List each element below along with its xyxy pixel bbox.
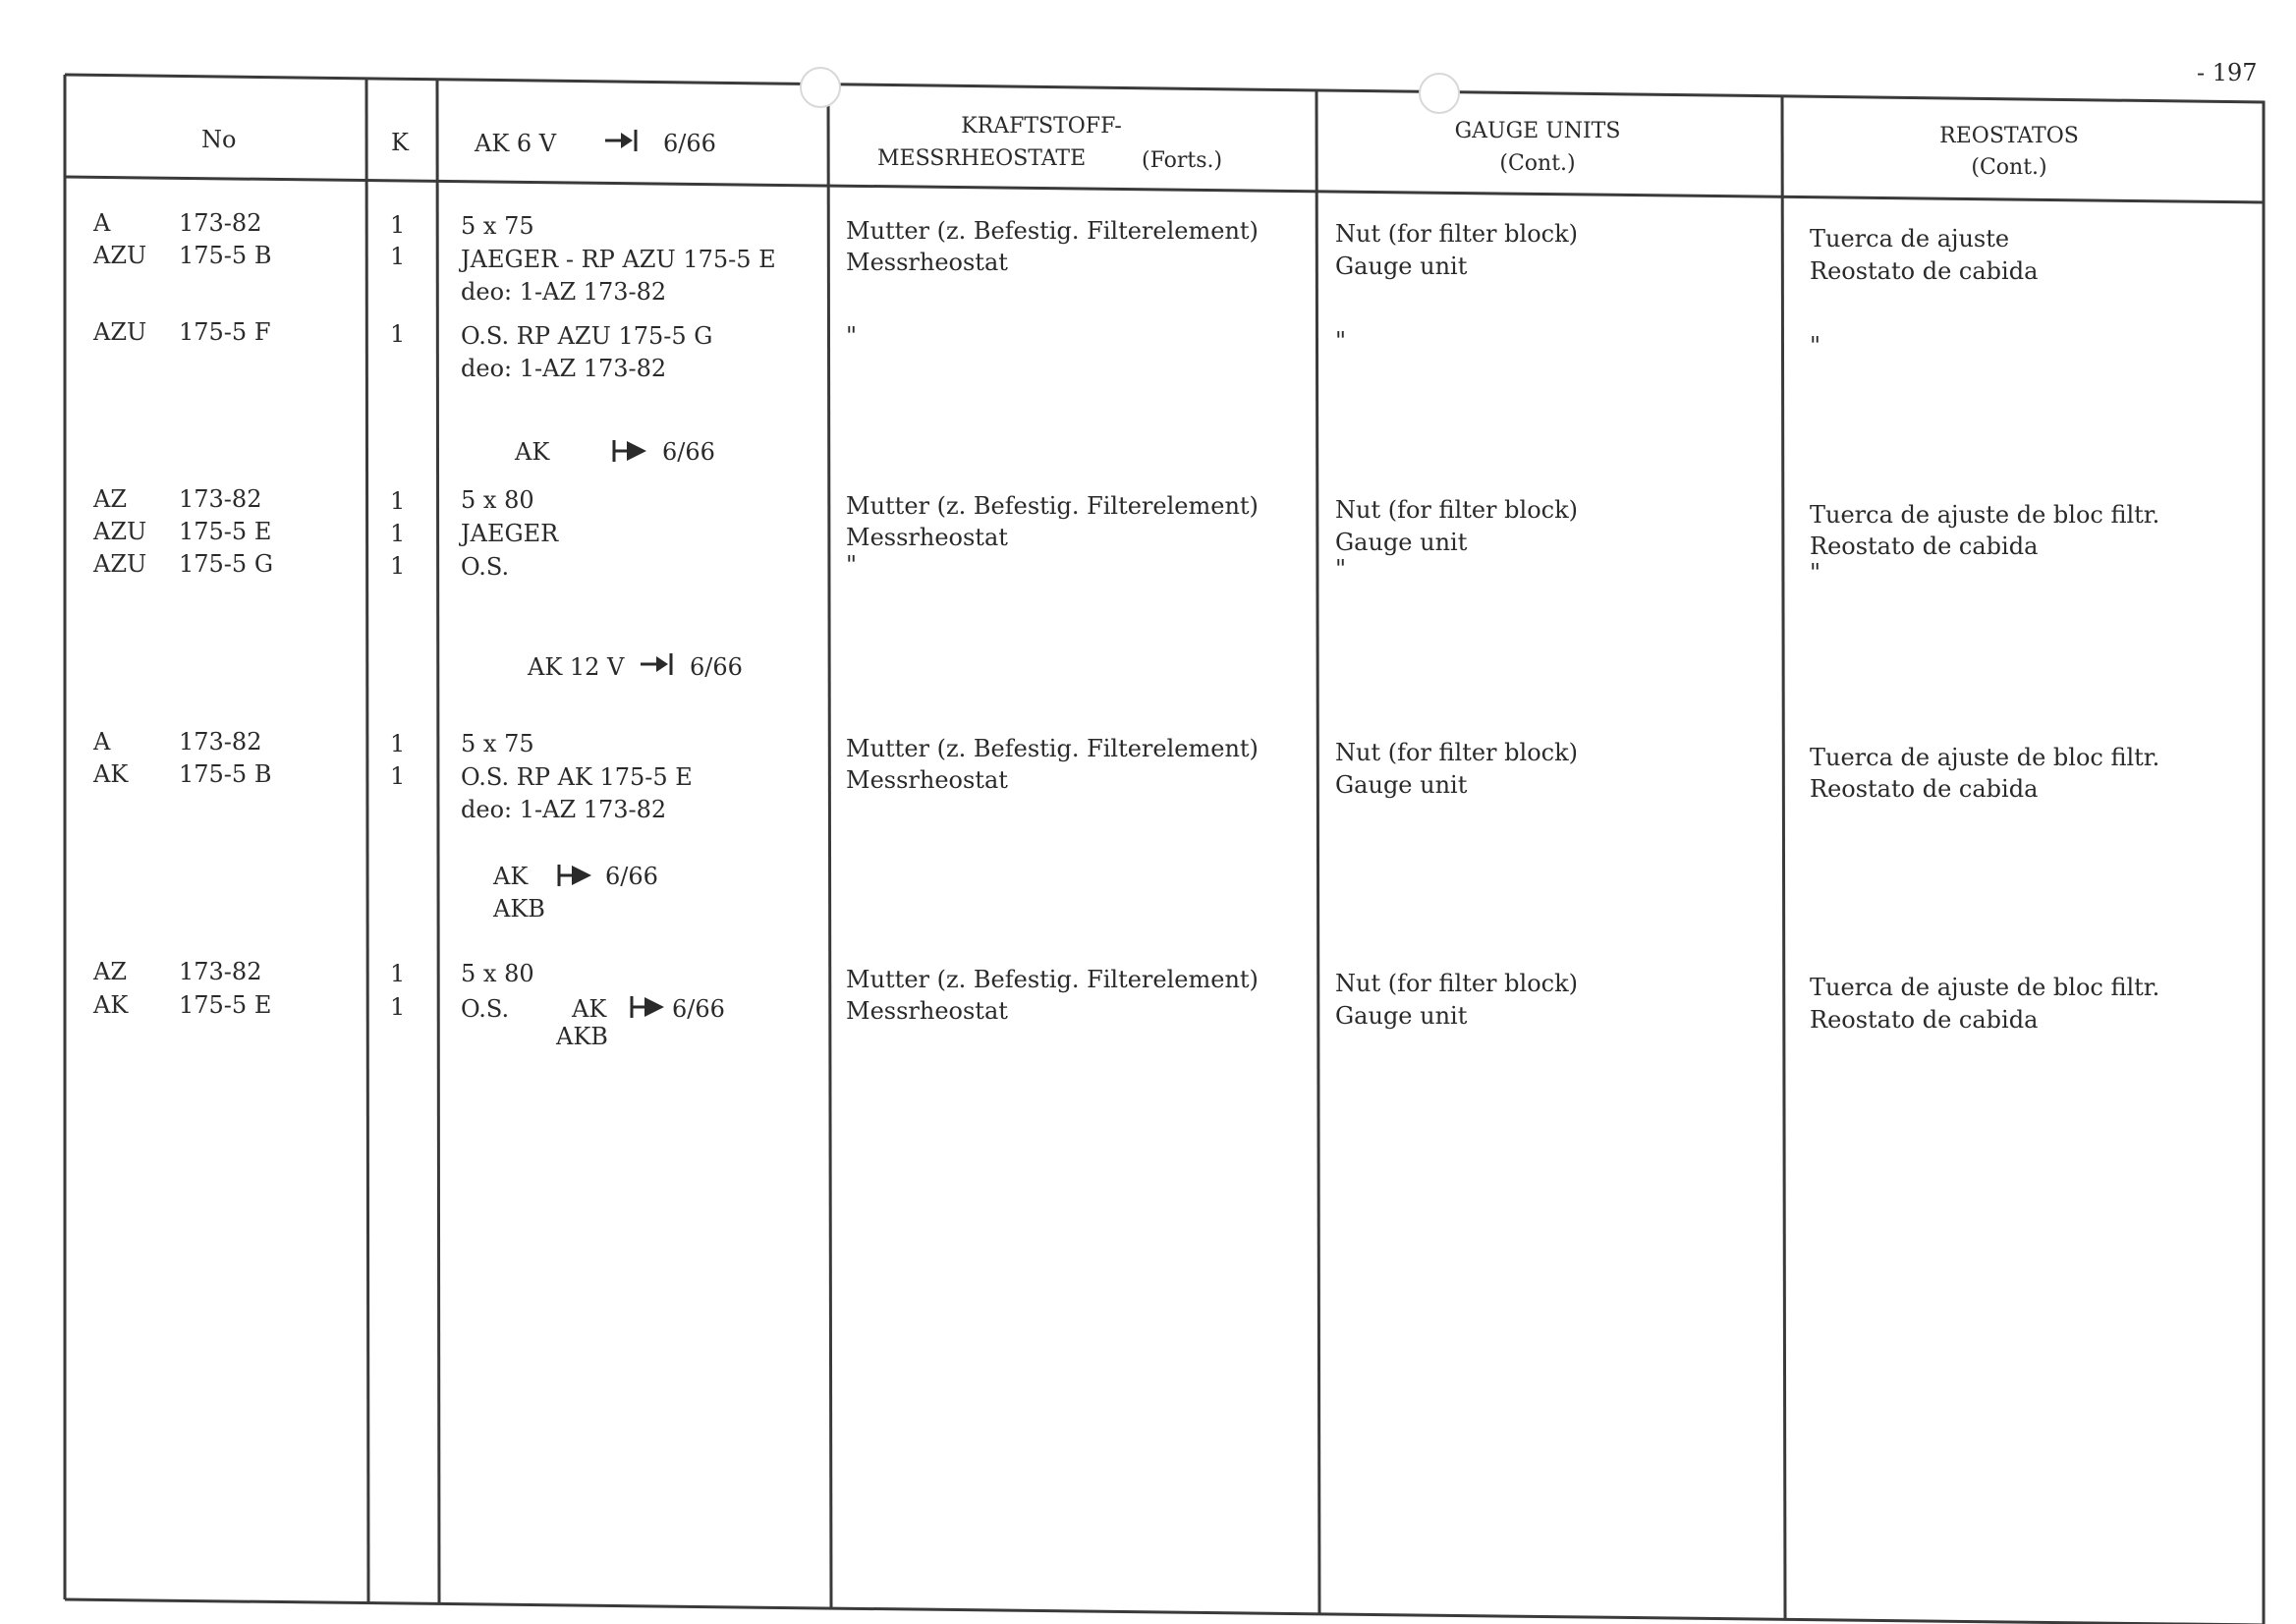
spec-line: O.S. RP AZU 175-5 G bbox=[461, 322, 713, 350]
ditto-mark: " bbox=[1810, 332, 1821, 360]
punch-hole bbox=[800, 67, 841, 108]
k-qty: 1 bbox=[390, 552, 406, 580]
spec-line: 5 x 75 bbox=[461, 212, 534, 240]
header-en-title: GAUGE UNITS bbox=[1454, 119, 1621, 143]
es-line: Reostato de cabida bbox=[1810, 532, 2039, 560]
es-line: Tuerca de ajuste de bloc filtr. bbox=[1810, 501, 2160, 529]
no-prefix: AZU bbox=[93, 242, 147, 269]
header-de-subtitle: MESSRHEOSTATE bbox=[877, 146, 1087, 171]
ditto-mark: " bbox=[1335, 555, 1347, 583]
section-date: 6/66 bbox=[662, 438, 715, 466]
no-number: 175-5 E bbox=[179, 991, 272, 1019]
de-line: Messrheostat bbox=[846, 249, 1008, 276]
bar-arrow-icon bbox=[556, 862, 595, 896]
k-qty: 1 bbox=[390, 211, 406, 239]
en-line: Gauge unit bbox=[1335, 529, 1468, 556]
no-prefix: AZ bbox=[93, 485, 128, 513]
spec-model: AK bbox=[572, 995, 607, 1023]
no-number: 173-82 bbox=[179, 485, 262, 513]
no-number: 173-82 bbox=[179, 728, 262, 756]
ditto-mark: " bbox=[846, 551, 858, 579]
bar-arrow-icon bbox=[611, 437, 650, 472]
no-number: 175-5 E bbox=[179, 518, 272, 545]
de-line: Mutter (z. Befestig. Filterelement) bbox=[846, 217, 1259, 245]
spec-line: JAEGER - RP AZU 175-5 E bbox=[461, 246, 776, 273]
spec-line: 5 x 80 bbox=[461, 486, 534, 514]
de-line: Messrheostat bbox=[846, 524, 1008, 551]
page-number: - 197 bbox=[2197, 59, 2258, 86]
header-k: K bbox=[391, 129, 409, 156]
es-line: Tuerca de ajuste de bloc filtr. bbox=[1810, 744, 2160, 771]
spec-line: deo: 1-AZ 173-82 bbox=[461, 278, 667, 306]
es-line: Reostato de cabida bbox=[1810, 257, 2039, 285]
section-model: AK bbox=[493, 863, 529, 890]
ditto-mark: " bbox=[1810, 559, 1821, 587]
section-model: AK bbox=[515, 438, 550, 466]
spec-line: O.S. RP AK 175-5 E bbox=[461, 763, 693, 791]
no-number: 173-82 bbox=[179, 209, 262, 237]
spec-date: 6/66 bbox=[672, 995, 725, 1023]
section-model: AK 12 V bbox=[528, 653, 625, 681]
k-qty: 1 bbox=[390, 762, 406, 790]
spec-line: deo: 1-AZ 173-82 bbox=[461, 796, 667, 823]
en-line: Gauge unit bbox=[1335, 771, 1468, 799]
arrow-bar-icon bbox=[639, 651, 678, 684]
en-line: Nut (for filter block) bbox=[1335, 496, 1578, 524]
spec-line: JAEGER bbox=[461, 520, 559, 547]
es-line: Tuerca de ajuste de bloc filtr. bbox=[1810, 974, 2160, 1001]
header-es-cont: (Cont.) bbox=[1971, 155, 2047, 180]
k-qty: 1 bbox=[390, 730, 406, 757]
de-line: Mutter (z. Befestig. Filterelement) bbox=[846, 492, 1259, 520]
k-qty: 1 bbox=[390, 520, 406, 547]
section-model-alt: AKB bbox=[493, 895, 545, 923]
no-prefix: AZU bbox=[93, 318, 147, 346]
spec-line: 5 x 80 bbox=[461, 960, 534, 987]
en-line: Nut (for filter block) bbox=[1335, 739, 1578, 766]
no-prefix: AZU bbox=[93, 550, 147, 578]
punch-hole bbox=[1419, 73, 1460, 114]
spec-model-alt: AKB bbox=[556, 1023, 608, 1050]
k-qty: 1 bbox=[390, 487, 406, 515]
k-qty: 1 bbox=[390, 993, 406, 1021]
header-no: No bbox=[201, 126, 237, 153]
no-prefix: AK bbox=[93, 760, 129, 788]
header-model: AK 6 V bbox=[475, 130, 557, 157]
header-model-date: 6/66 bbox=[663, 130, 716, 157]
section-date: 6/66 bbox=[690, 653, 743, 681]
ditto-mark: " bbox=[846, 322, 858, 350]
header-de-cont: (Forts.) bbox=[1142, 148, 1223, 173]
no-prefix: AK bbox=[93, 991, 129, 1019]
es-line: Reostato de cabida bbox=[1810, 775, 2039, 803]
arrow-bar-icon bbox=[603, 128, 643, 160]
no-prefix: A bbox=[93, 209, 111, 237]
en-line: Nut (for filter block) bbox=[1335, 970, 1578, 997]
k-qty: 1 bbox=[390, 960, 406, 987]
es-line: Tuerca de ajuste bbox=[1810, 225, 2010, 252]
header-es-title: REOSTATOS bbox=[1939, 124, 2079, 148]
no-number: 173-82 bbox=[179, 958, 262, 985]
de-line: Messrheostat bbox=[846, 997, 1008, 1025]
header-de-title: KRAFTSTOFF- bbox=[961, 114, 1122, 139]
spec-line: deo: 1-AZ 173-82 bbox=[461, 355, 667, 382]
section-date: 6/66 bbox=[605, 863, 658, 890]
no-number: 175-5 B bbox=[179, 242, 272, 269]
no-number: 175-5 F bbox=[179, 318, 271, 346]
de-line: Mutter (z. Befestig. Filterelement) bbox=[846, 966, 1259, 993]
header-en-cont: (Cont.) bbox=[1499, 151, 1576, 176]
bar-arrow-icon bbox=[629, 993, 668, 1028]
spec-line: O.S. bbox=[461, 553, 510, 581]
k-qty: 1 bbox=[390, 243, 406, 270]
en-line: Gauge unit bbox=[1335, 252, 1468, 280]
no-number: 175-5 G bbox=[179, 550, 273, 578]
spec-line: 5 x 75 bbox=[461, 730, 534, 757]
en-line: Gauge unit bbox=[1335, 1002, 1468, 1030]
en-line: Nut (for filter block) bbox=[1335, 220, 1578, 248]
no-prefix: AZU bbox=[93, 518, 147, 545]
no-prefix: A bbox=[93, 728, 111, 756]
de-line: Mutter (z. Befestig. Filterelement) bbox=[846, 735, 1259, 762]
de-line: Messrheostat bbox=[846, 766, 1008, 794]
ditto-mark: " bbox=[1335, 327, 1347, 355]
no-number: 175-5 B bbox=[179, 760, 272, 788]
spec-line: O.S. bbox=[461, 995, 510, 1023]
k-qty: 1 bbox=[390, 320, 406, 348]
no-prefix: AZ bbox=[93, 958, 128, 985]
es-line: Reostato de cabida bbox=[1810, 1006, 2039, 1034]
